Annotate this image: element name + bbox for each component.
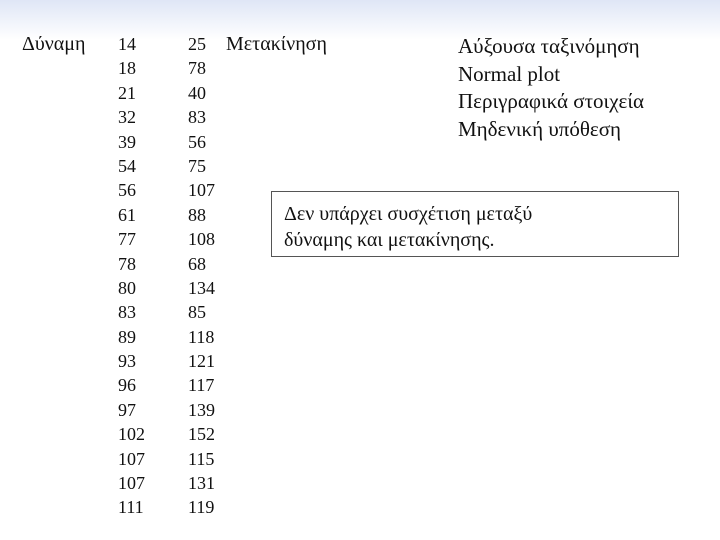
metakinisi-value: 25 <box>188 34 206 54</box>
metakinisi-value: 139 <box>188 399 215 420</box>
metakinisi-value: 68 <box>188 253 206 274</box>
metakinisi-value: 83 <box>188 107 206 128</box>
metakinisi-value: 119 <box>188 497 215 518</box>
conclusion-line-1: Δεν υπάρχει συσχέτιση μεταξύ <box>284 203 533 225</box>
metakinisi-value: 78 <box>188 58 206 79</box>
metakinisi-value: 75 <box>188 155 206 176</box>
metakinisi-value: 88 <box>188 204 206 225</box>
conclusion-line-2: δύναμης και μετακίνησης. <box>284 229 495 251</box>
metakinisi-value: 85 <box>188 302 206 323</box>
dynami-value: 14 <box>118 34 136 54</box>
dynami-value: 78 <box>118 253 136 274</box>
metakinisi-value: 115 <box>188 448 215 469</box>
metakinisi-value: 118 <box>188 326 215 347</box>
dynami-value: 80 <box>118 277 136 298</box>
dynami-value: 107 <box>118 473 145 494</box>
metakinisi-label: Μετακίνηση <box>226 33 327 55</box>
dynami-value: 96 <box>118 375 136 396</box>
metakinisi-value: 134 <box>188 277 215 298</box>
metakinisi-value: 152 <box>188 424 215 445</box>
metakinisi-values <box>188 32 215 520</box>
options-menu <box>458 33 644 143</box>
metakinisi-value: 107 <box>188 180 215 201</box>
dynami-value: 39 <box>118 131 136 152</box>
dynami-value: 77 <box>118 229 136 250</box>
dynami-label: Δύναμη <box>22 33 86 55</box>
dynami-value: 61 <box>118 204 136 225</box>
metakinisi-value: 131 <box>188 473 215 494</box>
metakinisi-value: 56 <box>188 131 206 152</box>
dynami-value: 32 <box>118 107 136 128</box>
menu-item[interactable]: Normal plot <box>458 61 561 86</box>
dynami-value: 18 <box>118 58 136 79</box>
menu-item[interactable]: Μηδενική υπόθεση <box>458 116 622 141</box>
dynami-value: 54 <box>118 155 136 176</box>
dynami-value: 97 <box>118 399 136 420</box>
metakinisi-value: 121 <box>188 351 215 372</box>
dynami-values <box>118 32 145 520</box>
dynami-value: 93 <box>118 351 136 372</box>
dynami-value: 111 <box>118 497 144 518</box>
metakinisi-value: 40 <box>188 82 206 103</box>
dynami-value: 83 <box>118 302 136 323</box>
metakinisi-value: 117 <box>188 375 215 396</box>
conclusion-box <box>271 191 679 257</box>
metakinisi-value: 108 <box>188 229 215 250</box>
menu-item[interactable]: Περιγραφικά στοιχεία <box>458 89 644 113</box>
dynami-value: 107 <box>118 448 145 469</box>
menu-item[interactable]: Αύξουσα ταξινόμηση <box>458 34 640 58</box>
dynami-value: 21 <box>118 82 136 103</box>
dynami-value: 89 <box>118 326 136 347</box>
dynami-value: 102 <box>118 424 145 445</box>
dynami-value: 56 <box>118 180 136 201</box>
